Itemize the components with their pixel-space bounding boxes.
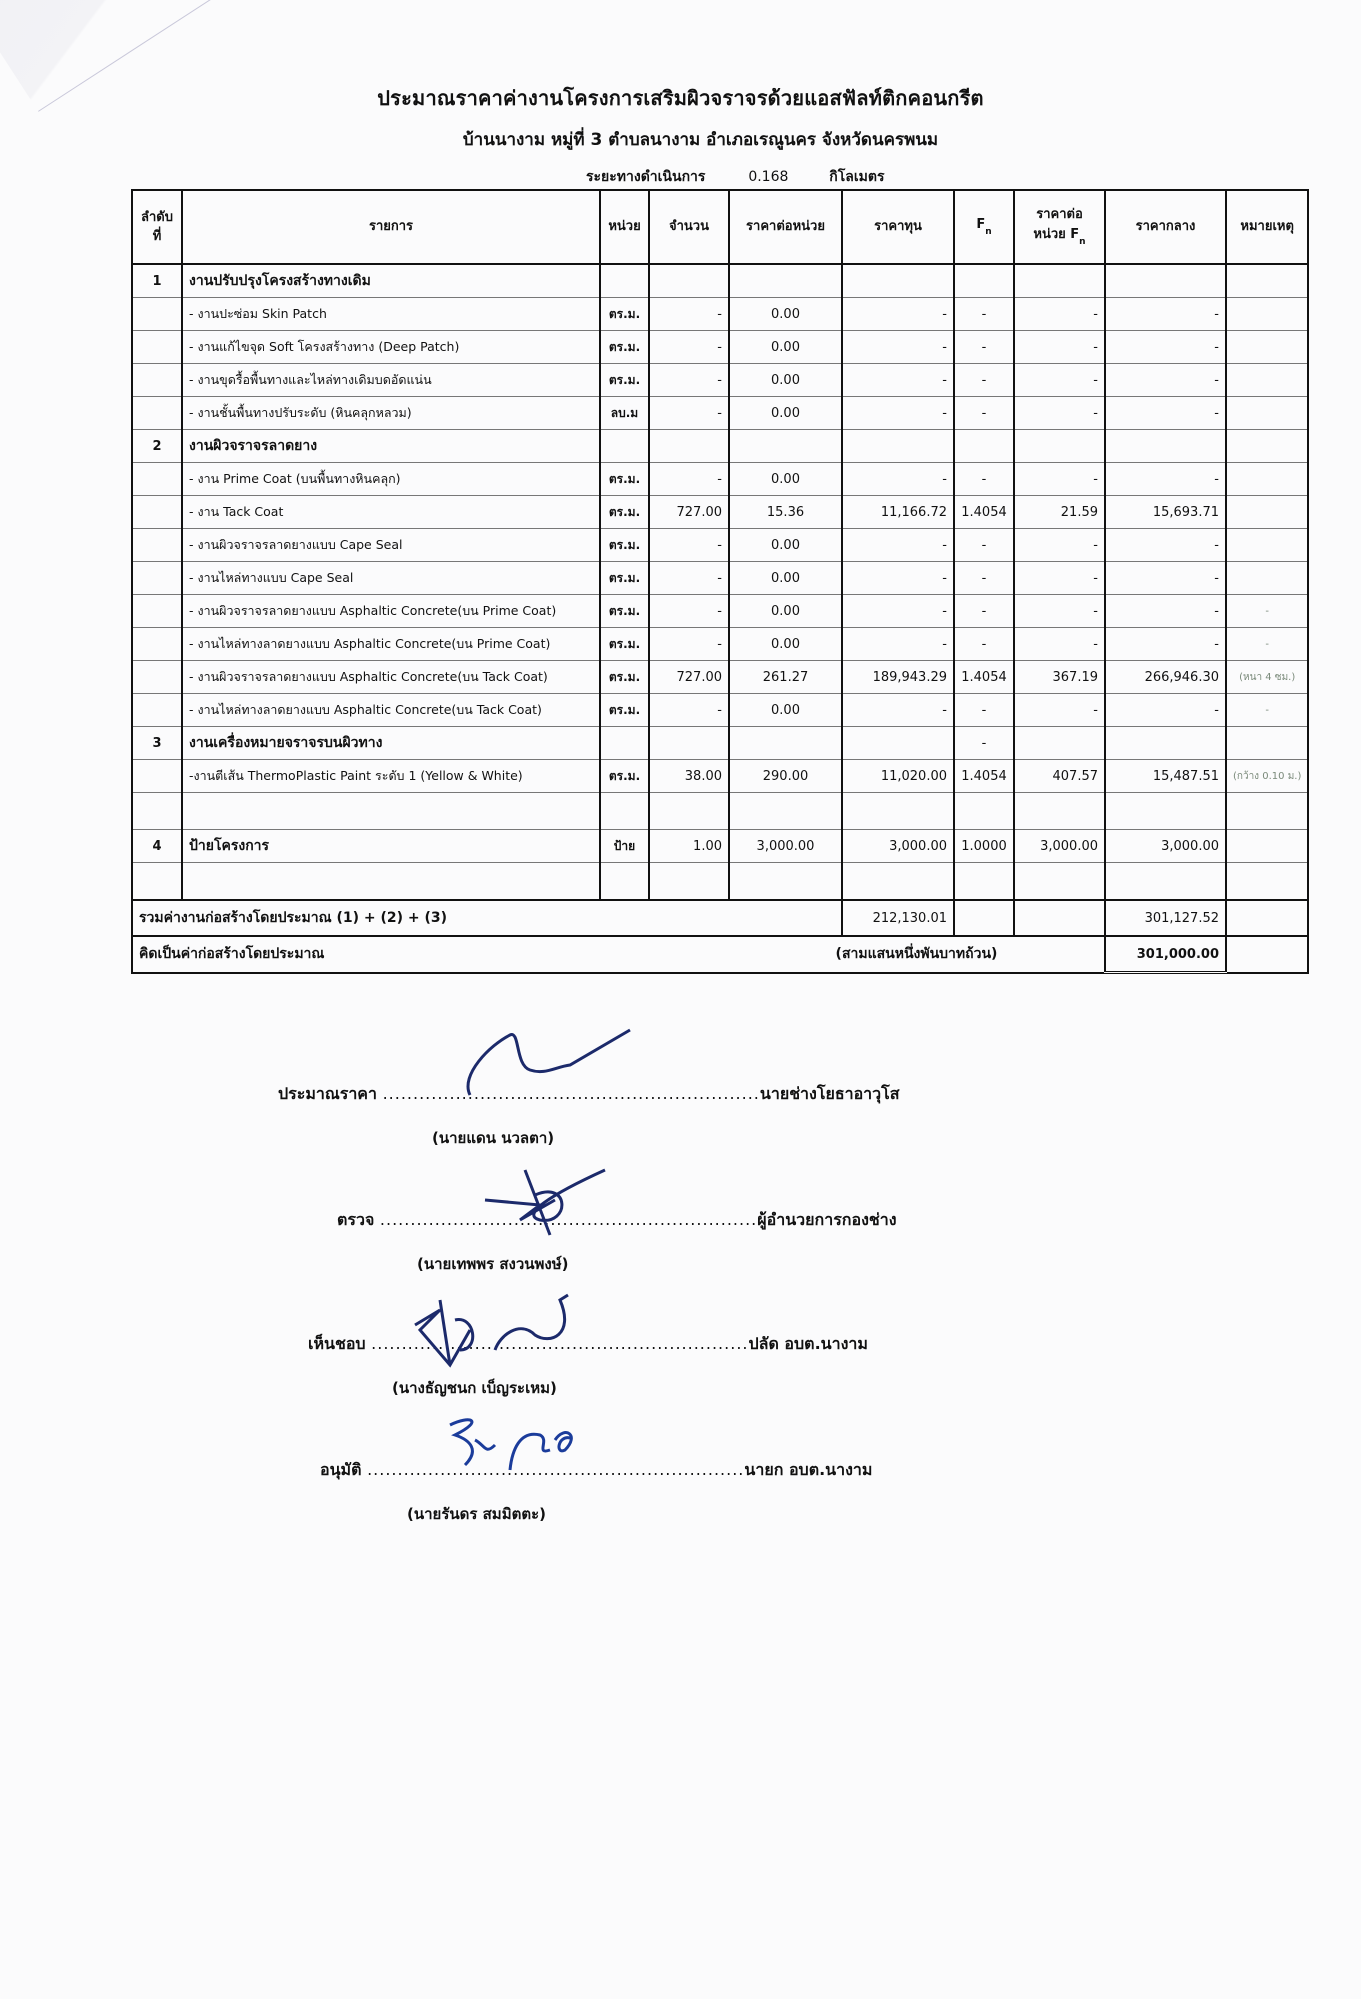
row-cost: - [842, 298, 954, 331]
row-remark [1226, 562, 1308, 595]
subtotal-remark-cell [1226, 900, 1308, 936]
row-unit-price: 3,000.00 [729, 830, 842, 863]
signature-line-checker: ตรวจ ..............................................................ผู้อำนวยการกองช่าง [337, 1210, 897, 1229]
row-remark: (กว้าง 0.10 ม.) [1226, 760, 1308, 793]
col-header-qty: จำนวน [649, 190, 729, 264]
table-group-row [132, 727, 1308, 760]
subtotal-label: รวมค่างานก่อสร้างโดยประมาณ (1) + (2) + (3) [132, 900, 842, 936]
subtotal-row [132, 900, 1308, 936]
row-unit-price-f: 367.19 [1014, 661, 1105, 694]
final-amount-words: (สามแสนหนึ่งพันบาทถ้วน) [729, 936, 1105, 973]
row-no [132, 529, 182, 562]
row-cost: 11,166.72 [842, 496, 954, 529]
row-item [182, 793, 600, 830]
row-median-price: - [1105, 628, 1226, 661]
row-no [132, 694, 182, 727]
row-cost: - [842, 562, 954, 595]
row-item: งานเครื่องหมายจราจรบนผิวทาง [182, 727, 600, 760]
row-factor: - [954, 397, 1014, 430]
row-factor: 1.4054 [954, 661, 1014, 694]
row-no [132, 331, 182, 364]
row-qty: - [649, 331, 729, 364]
row-factor [954, 430, 1014, 463]
row-median-price [1105, 430, 1226, 463]
row-item: - งาน Prime Coat (บนพื้นทางหินคลุก) [182, 463, 600, 496]
table-row [132, 298, 1308, 331]
handwritten-signature-icon [460, 1025, 640, 1100]
row-remark [1226, 529, 1308, 562]
row-median-price: 3,000.00 [1105, 830, 1226, 863]
row-factor [954, 793, 1014, 830]
row-item: - งานไหล่ทางลาดยางแบบ Asphaltic Concrete(บน Tack Coat) [182, 694, 600, 727]
row-factor: - [954, 694, 1014, 727]
row-factor [954, 863, 1014, 901]
row-median-price [1105, 264, 1226, 298]
table-row [132, 661, 1308, 694]
row-cost [842, 793, 954, 830]
row-unit: ตร.ม. [600, 760, 649, 793]
row-qty: 727.00 [649, 661, 729, 694]
col-header-cost: ราคาทุน [842, 190, 954, 264]
row-qty: 38.00 [649, 760, 729, 793]
table-row [132, 694, 1308, 727]
table-header-row [132, 190, 1308, 264]
row-unit-price-f: 3,000.00 [1014, 830, 1105, 863]
row-qty: - [649, 562, 729, 595]
col-header-unit-price-f: ราคาต่อ หน่วย $F_n$ [1014, 190, 1105, 264]
col-header-unit: หน่วย [600, 190, 649, 264]
document-title: ประมาณราคาค่างานโครงการเสริมผิวจราจรด้วยแอสฟัลท์ติกคอนกรีต [377, 86, 984, 110]
row-factor: - [954, 364, 1014, 397]
row-cost [842, 264, 954, 298]
row-unit-price-f: - [1014, 694, 1105, 727]
row-remark [1226, 793, 1308, 830]
row-unit-price-f: - [1014, 364, 1105, 397]
subtotal-cost: 212,130.01 [842, 900, 954, 936]
final-label: คิดเป็นค่าก่อสร้างโดยประมาณ [132, 936, 729, 973]
row-cost: - [842, 397, 954, 430]
row-unit: ตร.ม. [600, 463, 649, 496]
row-factor: - [954, 727, 1014, 760]
sig-position: นายก อบต.นางาม [744, 1460, 873, 1479]
row-unit-price-f: - [1014, 562, 1105, 595]
row-item: - งานไหล่ทางแบบ Cape Seal [182, 562, 600, 595]
row-no [132, 562, 182, 595]
row-unit-price-f: - [1014, 529, 1105, 562]
row-qty: - [649, 595, 729, 628]
row-item: -งานตีเส้น ThermoPlastic Paint ระดับ 1 (Yellow & White) [182, 760, 600, 793]
final-remark-cell [1226, 936, 1308, 973]
row-unit-price-f [1014, 727, 1105, 760]
row-unit: ตร.ม. [600, 364, 649, 397]
row-unit: ตร.ม. [600, 562, 649, 595]
row-item: - งานชั้นพื้นทางปรับระดับ (หินคลุกหลวม) [182, 397, 600, 430]
row-no [132, 793, 182, 830]
row-qty: - [649, 463, 729, 496]
row-qty [649, 264, 729, 298]
row-factor: - [954, 628, 1014, 661]
sig-role-label: เห็นชอบ [308, 1334, 366, 1353]
row-unit-price-f [1014, 430, 1105, 463]
row-remark [1226, 496, 1308, 529]
row-unit-price: 0.00 [729, 463, 842, 496]
sig-position: ปลัด อบต.นางาม [748, 1334, 868, 1353]
row-unit-price-f: - [1014, 331, 1105, 364]
table-row [132, 496, 1308, 529]
table-group-row [132, 830, 1308, 863]
row-qty: - [649, 628, 729, 661]
row-median-price: - [1105, 595, 1226, 628]
row-unit [600, 863, 649, 901]
row-cost [842, 863, 954, 901]
row-item: - งานผิวจราจรลาดยางแบบ Cape Seal [182, 529, 600, 562]
row-item: - งานไหล่ทางลาดยางแบบ Asphaltic Concrete(บน Prime Coat) [182, 628, 600, 661]
row-unit-price-f: - [1014, 463, 1105, 496]
row-no: 2 [132, 430, 182, 463]
table-row [132, 529, 1308, 562]
row-factor: 1.0000 [954, 830, 1014, 863]
row-item: - งานปะซ่อม Skin Patch [182, 298, 600, 331]
distance-value: 0.168 [748, 169, 789, 185]
row-item: ป้ายโครงการ [182, 830, 600, 863]
handwritten-signature-icon [480, 1160, 610, 1240]
signature-line-approver-final: อนุมัติ ..............................................................นายก อบต.นางาม [320, 1460, 873, 1479]
row-item: งานปรับปรุงโครงสร้างทางเดิม [182, 264, 600, 298]
table-empty-row [132, 793, 1308, 830]
row-remark [1226, 830, 1308, 863]
row-unit-price: 0.00 [729, 694, 842, 727]
row-cost: 11,020.00 [842, 760, 954, 793]
distance-line [586, 166, 884, 188]
row-unit-price-f: - [1014, 595, 1105, 628]
row-unit-price [729, 863, 842, 901]
row-qty [649, 863, 729, 901]
row-cost: - [842, 628, 954, 661]
row-unit [600, 430, 649, 463]
row-factor: 1.4054 [954, 496, 1014, 529]
row-unit-price-f: - [1014, 298, 1105, 331]
row-factor: - [954, 331, 1014, 364]
sig-position: นายช่างโยธาอาวุโส [759, 1084, 900, 1103]
row-median-price: - [1105, 463, 1226, 496]
row-cost: 189,943.29 [842, 661, 954, 694]
sig-name-checker: (นายเทพพร สงวนพงษ์) [417, 1255, 569, 1273]
row-qty: - [649, 529, 729, 562]
table-row [132, 331, 1308, 364]
row-cost [842, 430, 954, 463]
table-group-row [132, 264, 1308, 298]
row-unit-price: 0.00 [729, 529, 842, 562]
row-item: งานผิวจราจรลาดยาง [182, 430, 600, 463]
row-no [132, 628, 182, 661]
row-qty: - [649, 694, 729, 727]
row-remark [1226, 298, 1308, 331]
row-unit: ตร.ม. [600, 529, 649, 562]
row-factor: - [954, 595, 1014, 628]
row-median-price [1105, 863, 1226, 901]
row-unit [600, 793, 649, 830]
col-header-factor: $F_n$ [954, 190, 1014, 264]
table-empty-row [132, 863, 1308, 901]
row-qty: - [649, 298, 729, 331]
row-no [132, 595, 182, 628]
row-unit [600, 727, 649, 760]
row-median-price: - [1105, 562, 1226, 595]
signature-line-estimator: ประมาณราคา ..............................................................นายช่างโยธาอาวุโส [278, 1084, 900, 1103]
row-unit: ตร.ม. [600, 496, 649, 529]
row-remark: (หนา 4 ซม.) [1226, 661, 1308, 694]
row-cost: - [842, 364, 954, 397]
col-header-remark: หมายเหตุ [1226, 190, 1308, 264]
row-remark: - [1226, 595, 1308, 628]
document-location: บ้านนางาม หมู่ที่ 3 ตำบลนางาม อำเภอเรณูนคร จังหวัดนครพนม [462, 130, 939, 150]
row-remark: - [1226, 628, 1308, 661]
row-unit: ป้าย [600, 830, 649, 863]
row-remark [1226, 863, 1308, 901]
sig-role-label: ตรวจ [337, 1210, 375, 1229]
row-unit-price-f: - [1014, 397, 1105, 430]
row-unit: ตร.ม. [600, 628, 649, 661]
col-header-no: ลำดับ ที่ [132, 190, 182, 264]
row-cost: - [842, 529, 954, 562]
row-unit-price [729, 264, 842, 298]
distance-unit: กิโลเมตร [829, 169, 885, 185]
row-remark [1226, 397, 1308, 430]
row-factor: 1.4054 [954, 760, 1014, 793]
row-unit-price-f [1014, 264, 1105, 298]
row-factor: - [954, 463, 1014, 496]
handwritten-signature-icon [400, 1280, 600, 1375]
row-unit-price: 261.27 [729, 661, 842, 694]
col-header-unit-price: ราคาต่อหน่วย [729, 190, 842, 264]
row-unit-price: 0.00 [729, 595, 842, 628]
row-unit-price-f [1014, 793, 1105, 830]
row-unit: ตร.ม. [600, 298, 649, 331]
row-factor: - [954, 529, 1014, 562]
row-item: - งาน Tack Coat [182, 496, 600, 529]
final-total-row [132, 936, 1308, 973]
row-qty: - [649, 364, 729, 397]
final-amount: 301,000.00 [1105, 936, 1226, 973]
row-no: 1 [132, 264, 182, 298]
row-unit-price: 290.00 [729, 760, 842, 793]
row-median-price [1105, 793, 1226, 830]
row-unit-price: 0.00 [729, 364, 842, 397]
col-header-item: รายการ [182, 190, 600, 264]
row-unit-price: 15.36 [729, 496, 842, 529]
sig-role-label: อนุมัติ [320, 1460, 362, 1479]
row-unit: ตร.ม. [600, 595, 649, 628]
row-no [132, 661, 182, 694]
row-qty: 1.00 [649, 830, 729, 863]
row-unit-price: 0.00 [729, 628, 842, 661]
row-unit-price [729, 727, 842, 760]
row-unit-price: 0.00 [729, 331, 842, 364]
row-cost: - [842, 331, 954, 364]
distance-label: ระยะทางดำเนินการ [586, 169, 706, 185]
row-unit: ตร.ม. [600, 661, 649, 694]
row-unit-price-f: 407.57 [1014, 760, 1105, 793]
sig-role-label: ประมาณราคา [278, 1084, 377, 1103]
row-factor: - [954, 562, 1014, 595]
row-cost: 3,000.00 [842, 830, 954, 863]
row-unit-price-f [1014, 863, 1105, 901]
handwritten-signature-icon [440, 1410, 590, 1475]
row-median-price: - [1105, 364, 1226, 397]
row-unit [600, 264, 649, 298]
row-cost: - [842, 694, 954, 727]
row-item: - งานผิวจราจรลาดยางแบบ Asphaltic Concrete(บน Prime Coat) [182, 595, 600, 628]
row-median-price: - [1105, 331, 1226, 364]
row-unit: ตร.ม. [600, 331, 649, 364]
row-remark [1226, 430, 1308, 463]
row-unit-price [729, 430, 842, 463]
row-unit-price: 0.00 [729, 298, 842, 331]
row-item: - งานขุดรื้อพื้นทางและไหล่ทางเดิมบดอัดแน่น [182, 364, 600, 397]
table-row [132, 562, 1308, 595]
subtotal-median-price: 301,127.52 [1105, 900, 1226, 936]
row-median-price: - [1105, 298, 1226, 331]
row-qty: 727.00 [649, 496, 729, 529]
row-remark [1226, 727, 1308, 760]
row-median-price: - [1105, 694, 1226, 727]
table-row [132, 628, 1308, 661]
row-item [182, 863, 600, 901]
col-header-median-price: ราคากลาง [1105, 190, 1226, 264]
row-factor: - [954, 298, 1014, 331]
row-unit-price-f: - [1014, 628, 1105, 661]
row-unit: ลบ.ม [600, 397, 649, 430]
row-median-price [1105, 727, 1226, 760]
table-row [132, 595, 1308, 628]
row-no [132, 760, 182, 793]
row-qty [649, 793, 729, 830]
row-cost: - [842, 595, 954, 628]
row-no [132, 863, 182, 901]
row-unit-price: 0.00 [729, 562, 842, 595]
row-median-price: 15,487.51 [1105, 760, 1226, 793]
sig-name-approver-agree: (นางธัญชนก เบ็ญระเหม) [392, 1379, 557, 1397]
row-cost [842, 727, 954, 760]
table-group-row [132, 430, 1308, 463]
row-no [132, 397, 182, 430]
row-median-price: 15,693.71 [1105, 496, 1226, 529]
table-row [132, 397, 1308, 430]
row-qty [649, 727, 729, 760]
row-no [132, 463, 182, 496]
row-qty: - [649, 397, 729, 430]
row-remark [1226, 463, 1308, 496]
subtotal-unit-price-f-cell [1014, 900, 1105, 936]
sig-name-estimator: (นายแดน นวลตา) [432, 1129, 555, 1147]
row-unit-price: 0.00 [729, 397, 842, 430]
sig-position: ผู้อำนวยการกองช่าง [757, 1210, 897, 1229]
row-unit: ตร.ม. [600, 694, 649, 727]
row-qty [649, 430, 729, 463]
row-median-price: 266,946.30 [1105, 661, 1226, 694]
estimate-table [131, 189, 1309, 974]
row-item: - งานผิวจราจรลาดยางแบบ Asphaltic Concrete(บน Tack Coat) [182, 661, 600, 694]
row-median-price: - [1105, 529, 1226, 562]
sig-name-approver-final: (นายรันดร สมมิตตะ) [407, 1505, 546, 1523]
row-cost: - [842, 463, 954, 496]
row-remark [1226, 264, 1308, 298]
row-unit-price [729, 793, 842, 830]
row-remark [1226, 364, 1308, 397]
row-remark [1226, 331, 1308, 364]
table-row [132, 463, 1308, 496]
row-no: 3 [132, 727, 182, 760]
table-row [132, 364, 1308, 397]
row-remark: - [1226, 694, 1308, 727]
row-no [132, 364, 182, 397]
row-unit-price-f: 21.59 [1014, 496, 1105, 529]
row-item: - งานแก้ไขจุด Soft โครงสร้างทาง (Deep Patch) [182, 331, 600, 364]
table-row [132, 760, 1308, 793]
row-no [132, 298, 182, 331]
row-no [132, 496, 182, 529]
row-factor [954, 264, 1014, 298]
row-no: 4 [132, 830, 182, 863]
row-median-price: - [1105, 397, 1226, 430]
subtotal-factor-cell [954, 900, 1014, 936]
signature-line-approver-agree: เห็นชอบ ..............................................................ปลัด อบต.นางาม [308, 1334, 868, 1353]
